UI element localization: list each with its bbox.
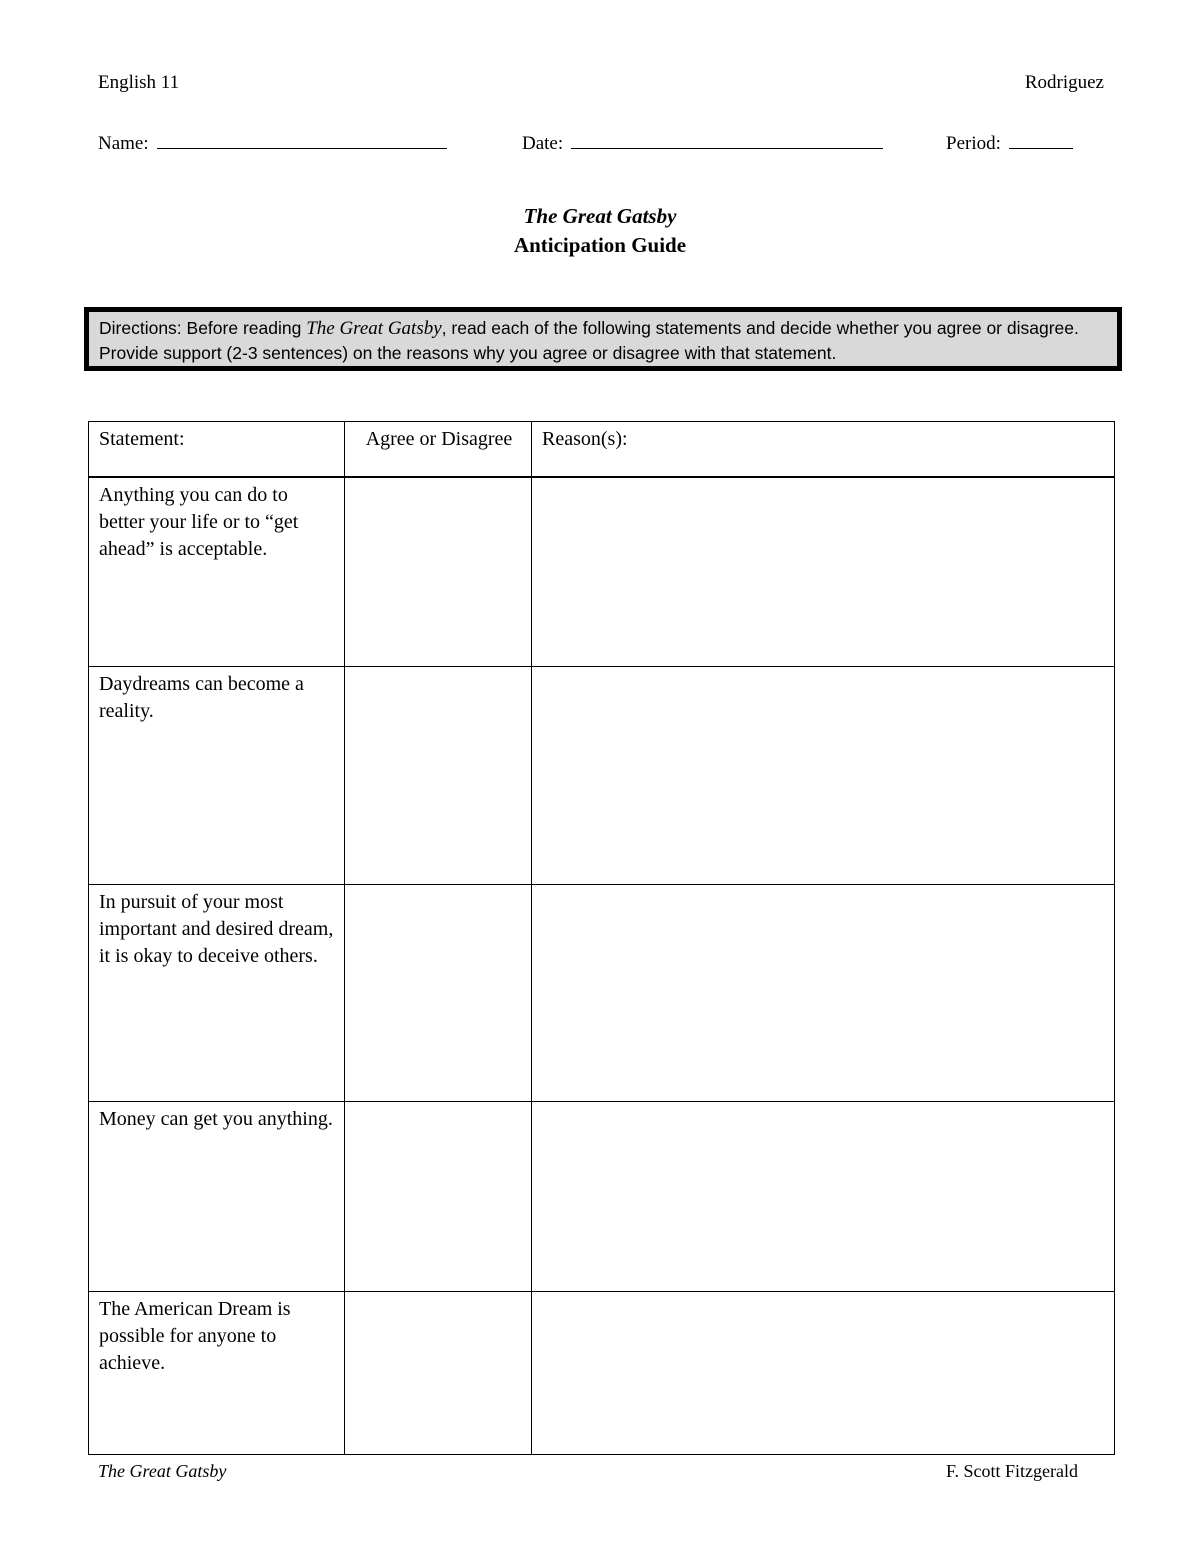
agree-cell[interactable] bbox=[345, 666, 532, 884]
reason-cell[interactable] bbox=[532, 666, 1115, 884]
anticipation-table bbox=[88, 421, 1115, 1455]
name-label: Name: bbox=[98, 133, 149, 154]
name-blank[interactable] bbox=[157, 130, 447, 149]
header-agree: Agree or Disagree bbox=[345, 422, 532, 478]
agree-cell[interactable] bbox=[345, 477, 532, 666]
period-label: Period: bbox=[946, 133, 1001, 154]
agree-cell[interactable] bbox=[345, 884, 532, 1101]
guide-title: Anticipation Guide bbox=[513, 233, 687, 257]
reason-cell[interactable] bbox=[532, 1101, 1115, 1291]
reason-cell[interactable] bbox=[532, 477, 1115, 666]
name-field bbox=[98, 130, 447, 155]
statement-cell: The American Dream is possible for anyone to achieve. bbox=[89, 1291, 345, 1454]
agree-cell[interactable] bbox=[345, 1291, 532, 1454]
date-field bbox=[522, 130, 883, 155]
header-statement: Statement: bbox=[89, 422, 345, 478]
table-row bbox=[89, 1101, 1115, 1291]
course-label: English 11 bbox=[98, 72, 180, 93]
period-blank[interactable] bbox=[1009, 130, 1073, 149]
statement-cell: In pursuit of your most important and desired dream, it is okay to deceive others. bbox=[89, 884, 345, 1101]
table-row bbox=[89, 666, 1115, 884]
footer-book: The Great Gatsby bbox=[98, 1461, 227, 1481]
date-label: Date: bbox=[522, 133, 564, 154]
footer-author: F. Scott Fitzgerald bbox=[945, 1461, 1078, 1481]
directions-book: The Great Gatsby bbox=[306, 318, 442, 339]
date-blank[interactable] bbox=[571, 130, 883, 149]
statement-cell: Daydreams can become a reality. bbox=[89, 666, 345, 884]
reason-cell[interactable] bbox=[532, 1291, 1115, 1454]
table-row bbox=[89, 884, 1115, 1101]
table-row bbox=[89, 1291, 1115, 1454]
book-title: The Great Gatsby bbox=[523, 204, 677, 228]
table-row bbox=[89, 477, 1115, 666]
statement-cell: Money can get you anything. bbox=[89, 1101, 345, 1291]
reason-cell[interactable] bbox=[532, 884, 1115, 1101]
period-field bbox=[946, 130, 1073, 155]
directions-box bbox=[84, 307, 1122, 371]
agree-cell[interactable] bbox=[345, 1101, 532, 1291]
header-reasons: Reason(s): bbox=[532, 422, 1115, 478]
directions-suffix: , read each of the following statements and decide whether you agree or disagree. Provide support (2-3 sentences) on the reasons why you agree or disagree with that statement. bbox=[99, 318, 1079, 363]
teacher-label: Rodriguez bbox=[1024, 72, 1104, 93]
directions-prefix: Directions: Before reading bbox=[99, 318, 307, 338]
statement-cell: Anything you can do to better your life or to “get ahead” is acceptable. bbox=[89, 477, 345, 666]
table-header-row bbox=[89, 422, 1115, 478]
